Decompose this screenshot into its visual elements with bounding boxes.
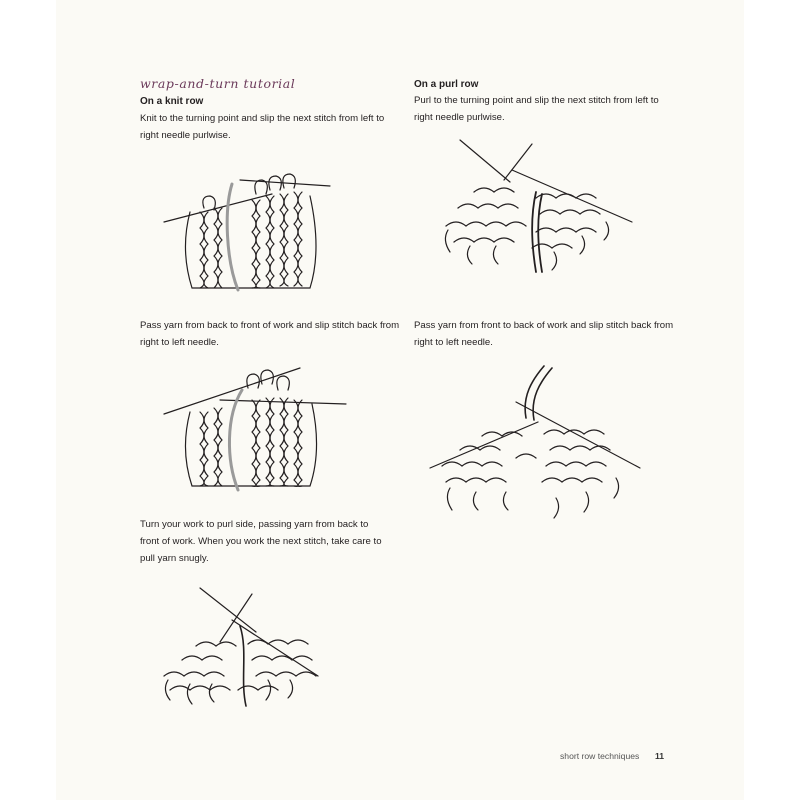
knit-step-1-illustration: [160, 150, 350, 300]
right-needle: [240, 180, 330, 186]
knit-step-2-illustration: [160, 360, 350, 500]
stitch-columns: [200, 398, 302, 486]
right-needle-shaft: [232, 620, 318, 676]
left-needle-tip: [504, 144, 532, 180]
needle-loops: [203, 174, 295, 210]
purl-row-heading: On a purl row: [414, 79, 479, 90]
knit-step-3-text: Turn your work to purl side, passing yarn from back to front of work. When you work the next stitch, take care to pull yarn snugly.: [140, 519, 382, 564]
left-needle: [200, 588, 256, 632]
stitch-legs: [447, 478, 618, 518]
stitch-legs: [165, 680, 292, 704]
right-needle: [430, 422, 538, 468]
left-needle: [516, 402, 640, 468]
purl-step-1-illustration: [436, 138, 636, 278]
right-needle: [220, 594, 252, 642]
purl-bumps: [164, 640, 316, 690]
tutorial-title: wrap-and-turn tutorial: [140, 76, 296, 91]
stitch-legs: [445, 222, 608, 270]
purl-slip-back-diagram: [426, 362, 646, 552]
knit-step-3-illustration: [156, 580, 326, 710]
left-needle: [164, 368, 300, 414]
working-yarn: [229, 390, 242, 490]
knit-slip-purlwise-diagram: [160, 150, 350, 300]
working-yarn: [240, 626, 246, 706]
purl-step-1-text: Purl to the turning point and slip the next stitch from left to right needle purlwise.: [414, 95, 659, 123]
purl-step-2-text: Pass yarn from front to back of work and slip stitch back from right to left needle.: [414, 320, 674, 348]
footer-section-title: short row techniques: [560, 751, 640, 761]
knit-slip-back-diagram: [160, 360, 350, 500]
purl-slip-purlwise-diagram: [436, 138, 636, 278]
purl-bumps: [442, 430, 610, 482]
knit-row-heading: On a knit row: [140, 96, 204, 107]
working-yarn-edge: [538, 194, 542, 272]
knit-step-1-text: Knit to the turning point and slip the next stitch from left to right needle purlwise.: [140, 113, 385, 141]
right-needle: [460, 140, 510, 182]
knit-step-2-text: Pass yarn from back to front of work and slip stitch back from right to left needle.: [140, 320, 400, 348]
footer-page-number: 11: [655, 751, 665, 761]
needle-loops: [247, 370, 289, 390]
purl-step-2-illustration: [426, 362, 646, 552]
purl-bumps: [446, 188, 600, 248]
knit-turn-work-diagram: [156, 580, 326, 710]
working-yarn: [525, 366, 544, 418]
working-yarn: [227, 184, 238, 290]
